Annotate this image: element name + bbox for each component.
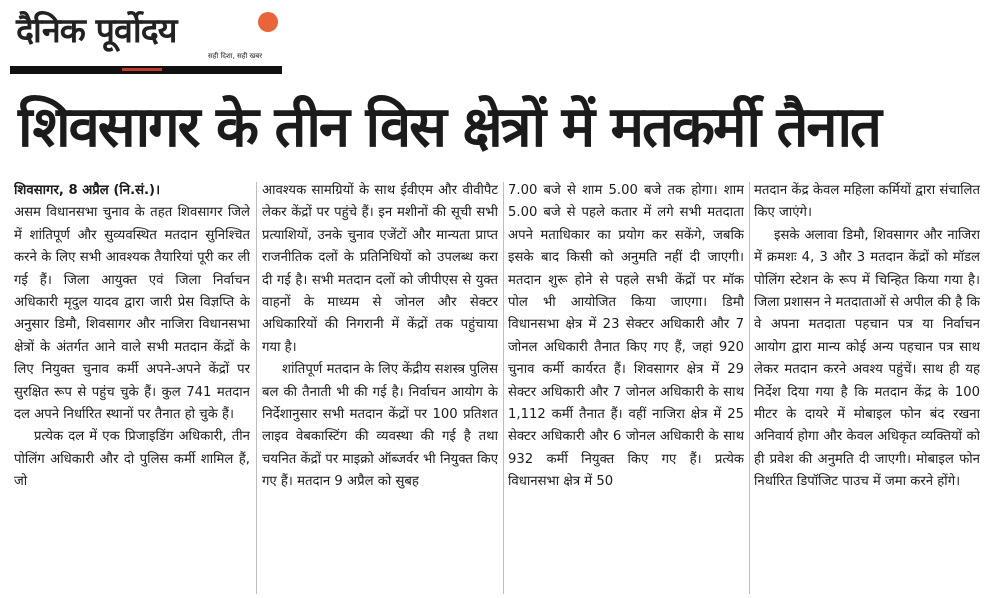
paragraph: असम विधानसभा चुनाव के तहत शिवसागर जिले में शांतिपूर्ण और सुव्यवस्थित मतदान सुनिश्चित करने के लिए सभी आवश्यक तैयारियां पूरी कर ली गई हैं। जिला आयुक्त एवं जिला निर्वाचन अधिकारी मृदुल यादव द्वारा जारी प्रेस विज्ञप्ति के अनुसार डिमौ, शिवसागर और नाजिरा विधानसभा क्षेत्रों के अंतर्गत आने वाले सभी मतदान केंद्रों के लिए नियुक्त चुनाव कर्मी अपने-अपने केंद्रों पर सुरक्षित रूप से पहुंच चुके हैं। कुल 741 मतदान दल अपने निर्धारित स्थानों पर तैनात हो चुके हैं। — [14, 205, 250, 423]
masthead — [10, 6, 282, 72]
column-divider — [256, 182, 257, 594]
column-divider — [503, 182, 504, 594]
article-column-4 — [754, 180, 980, 594]
article-column-1 — [14, 180, 250, 594]
dateline: शिवसागर, 8 अप्रैल (नि.सं.)। — [14, 183, 161, 198]
paragraph: प्रत्येक दल में एक प्रिजाइडिंग अधिकारी, तीन पोलिंग अधिकारी और दो पुलिस कर्मी शामिल हैं, जो — [14, 429, 250, 490]
article-column-2 — [262, 180, 498, 594]
paragraph: 7.00 बजे से शाम 5.00 बजे तक होगा। शाम 5.00 बजे से पहले कतार में लगे सभी मतदाता अपने मताधिकार का प्रयोग कर सकेंगे, जबकि इसके बाद किसी को अनुमति नहीं दी जाएगी। मतदान शुरू होने से पहले सभी केंद्रों पर मॉक पोल भी आयोजित किया जाएगा। डिमौ विधानसभा क्षेत्र में 23 सेक्टर अधिकारी और 7 जोनल अधिकारी तैनात किए गए हैं, जहां 920 चुनाव कर्मी कार्यरत हैं। शिवसागर क्षेत्र में 29 सेक्टर अधिकारी और 7 जोनल अधिकारी के साथ 1,112 कर्मी तैनात हैं। वहीं नाजिरा क्षेत्र में 25 सेक्टर अधिकारी और 6 जोनल अधिकारी के साथ 932 कर्मी नियुक्त किए गए हैं। प्रत्येक विधानसभा क्षेत्र में 50 — [508, 183, 744, 490]
paragraph: मतदान केंद्र केवल महिला कर्मियों द्वारा संचालित किए जाएंगे। — [754, 183, 980, 221]
column-divider — [749, 182, 750, 594]
paragraph: इसके अलावा डिमौ, शिवसागर और नाजिरा में क्रमशः 4, 3 और 3 मतदान केंद्रों को मॉडल पोलिंग स्टेशन के रूप में चिन्हित किया गया है। जिला प्रशासन ने मतदाताओं से अपील की है कि वे अपना मतदाता पहचान पत्र या निर्वाचन आयोग द्वारा मान्य कोई अन्य पहचान पत्र साथ लेकर मतदान करने अवश्य पहुंचें। साथ ही यह निर्देश दिया गया है कि मतदान केंद्र के 100 मीटर के दायरे में मोबाइल फोन बंद रखना अनिवार्य होगा और केवल अधिकृत व्यक्तियों को ही प्रवेश की अनुमति दी जाएगी। मोबाइल फोन निर्धारित डिपॉजिट पाउच में जमा करने होंगे। — [754, 227, 980, 490]
article-column-3 — [508, 180, 744, 594]
newspaper-tagline: सही दिशा, सही खबर — [208, 52, 263, 60]
newspaper-name: दैनिक पूर्वोदय — [16, 11, 177, 51]
masthead-rule-mark — [122, 68, 162, 71]
paragraph: आवश्यक सामग्रियों के साथ ईवीएम और वीवीपैट लेकर केंद्रों पर पहुंचे हैं। इन मशीनों की सूची सभी प्रत्याशियों, उनके चुनाव एजेंटों और मान्यता प्राप्त राजनीतिक दलों के प्रतिनिधियों को उपलब्ध करा दी गई है। सभी मतदान दलों को जीपीएस से युक्त वाहनों के माध्यम से जोनल और सेक्टर अधिकारियों की निगरानी में केंद्रों तक पहुंचाया गया है। — [262, 183, 498, 355]
article-headline: शिवसागर के तीन विस क्षेत्रों में मतकर्मी तैनात — [18, 95, 880, 160]
paragraph: शांतिपूर्ण मतदान के लिए केंद्रीय सशस्त्र पुलिस बल की तैनाती भी की गई है। निर्वाचन आयोग के निर्देशानुसार सभी मतदान केंद्रों पर 100 प्रतिशत लाइव वेबकास्टिंग की व्यवस्था की गई है तथा चयनित केंद्रों पर माइक्रो ऑब्जर्वर भी नियुक्त किए गए हैं। मतदान 9 अप्रैल को सुबह — [262, 362, 498, 490]
sun-logo-icon — [258, 12, 278, 32]
